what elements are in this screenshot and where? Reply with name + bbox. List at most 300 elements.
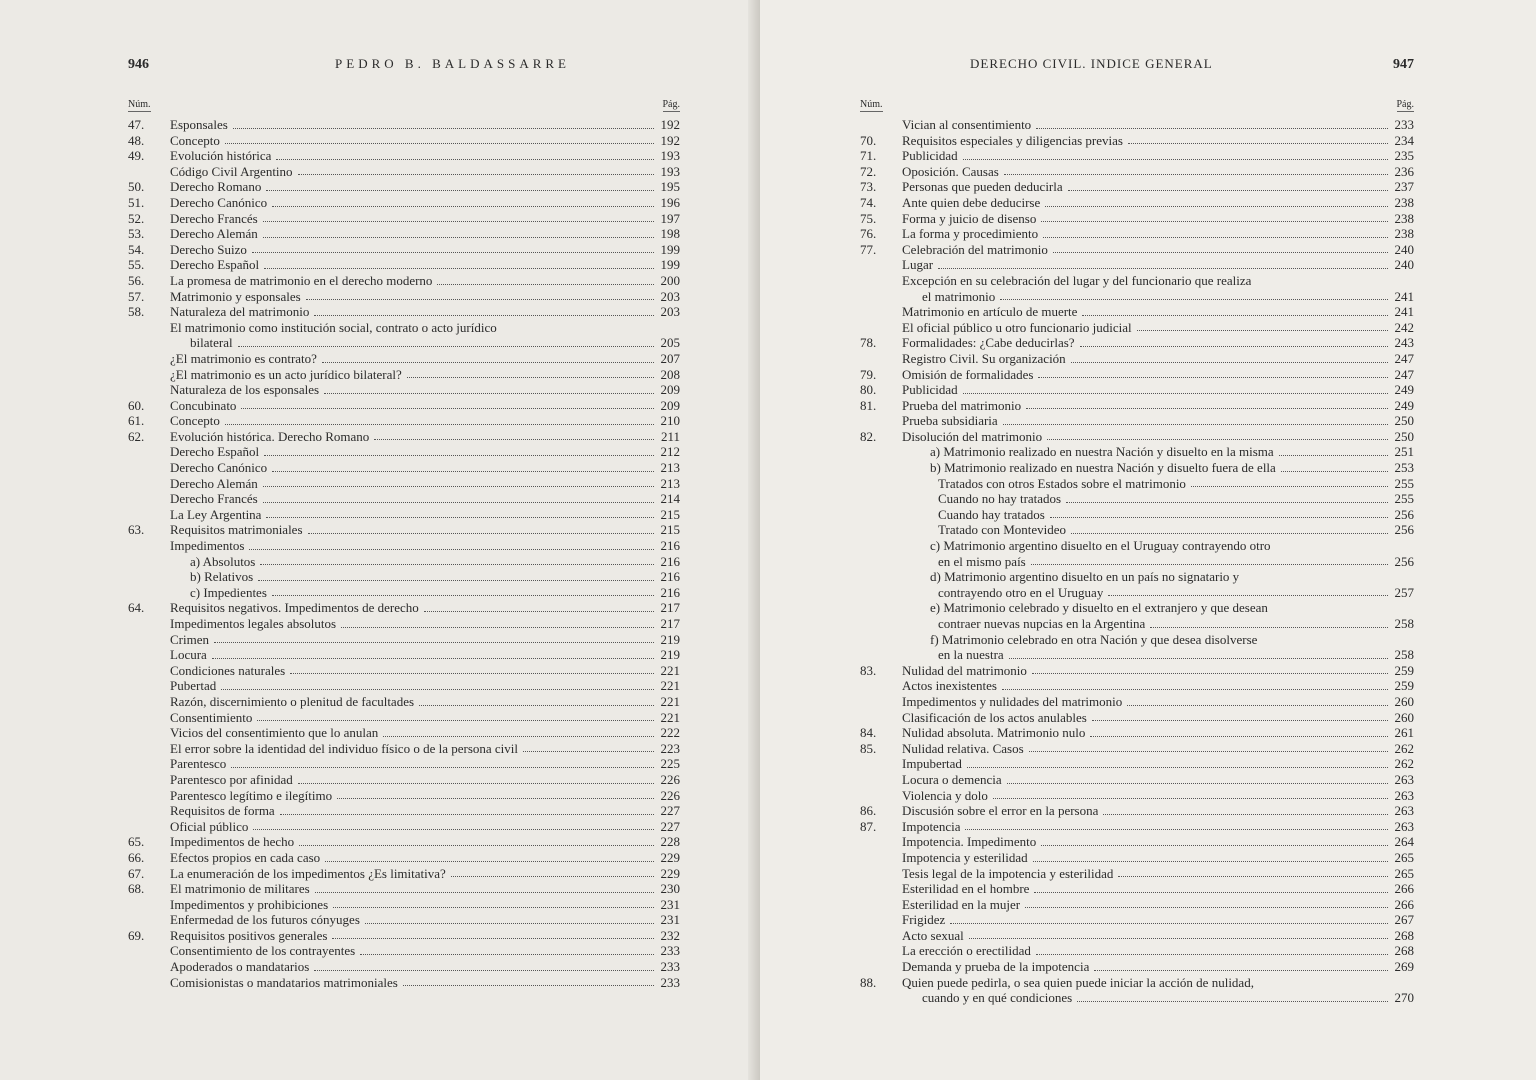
toc-entry-number: 56. — [128, 272, 145, 288]
left-col-page-label: Pág. — [662, 99, 680, 110]
toc-dot-leader — [1036, 128, 1388, 129]
toc-entry-title: Efectos propios en cada caso — [170, 849, 321, 865]
toc-entry-number: 83. — [860, 662, 877, 678]
toc-entry-body — [902, 398, 1392, 414]
toc-entry-title: Impotencia y esterilidad — [902, 849, 1028, 865]
toc-dot-leader — [374, 439, 654, 440]
toc-entry-page: 219 — [660, 631, 680, 647]
toc-dot-leader — [1003, 424, 1388, 425]
toc-entry-title: Impotencia. Impedimento — [902, 834, 1037, 850]
toc-entry — [860, 351, 1414, 367]
toc-entry-page: 232 — [660, 927, 680, 943]
toc-entry — [128, 725, 680, 741]
toc-entry — [128, 382, 680, 398]
toc-dot-leader — [272, 206, 654, 207]
toc-entry — [128, 522, 680, 538]
toc-entry-body — [170, 678, 658, 694]
toc-dot-leader — [437, 284, 654, 285]
toc-entry-page: 207 — [660, 350, 680, 366]
toc-entry-body — [902, 554, 1392, 570]
toc-entry-number: 47. — [128, 117, 145, 132]
toc-entry-page: 228 — [660, 834, 680, 850]
toc-entry-body — [170, 382, 658, 398]
toc-entry-title: Concepto — [170, 413, 220, 429]
toc-entry — [128, 803, 680, 819]
left-page-header — [128, 56, 680, 73]
toc-entry — [128, 320, 680, 336]
toc-entry-page: 237 — [1394, 179, 1414, 195]
toc-entry — [128, 959, 680, 975]
toc-entry-page: 256 — [1394, 506, 1414, 522]
toc-dot-leader — [1108, 595, 1388, 596]
toc-dot-leader — [325, 861, 654, 862]
toc-entry-title: La Ley Argentina — [170, 506, 262, 522]
toc-entry — [860, 741, 1414, 757]
toc-dot-leader — [266, 517, 654, 518]
toc-entry-body — [170, 943, 658, 959]
toc-entry-page: 192 — [660, 117, 680, 132]
toc-entry-title: Parentesco — [170, 756, 227, 772]
toc-entry — [128, 881, 680, 897]
toc-entry — [128, 273, 680, 289]
toc-dot-leader — [407, 377, 654, 378]
right-running-head: DERECHO CIVIL. INDICE GENERAL — [970, 56, 1213, 71]
toc-entry — [860, 850, 1414, 866]
toc-entry-title: Crimen — [170, 631, 209, 647]
toc-dot-leader — [523, 751, 654, 752]
toc-entry-title: Derecho Español — [170, 257, 260, 273]
toc-entry — [860, 491, 1414, 507]
toc-entry-title: Naturaleza de los esponsales — [170, 382, 320, 398]
toc-entry-page: 255 — [1394, 475, 1414, 491]
toc-dot-leader — [365, 923, 654, 924]
toc-entry-body — [902, 226, 1392, 242]
toc-entry-page: 240 — [1394, 241, 1414, 257]
toc-entry — [128, 507, 680, 523]
toc-entry-title: Personas que pueden deducirla — [902, 179, 1063, 195]
toc-entry-body — [170, 304, 658, 320]
toc-entry-body — [170, 912, 658, 928]
toc-entry-body — [902, 242, 1392, 258]
toc-entry-body — [170, 850, 658, 866]
toc-entry-title: en la nuestra — [938, 647, 1004, 663]
toc-entry-body — [170, 554, 658, 570]
toc-dot-leader — [233, 128, 654, 129]
toc-entry-title: Apoderados o mandatarios — [170, 959, 310, 975]
toc-entry-title: Comisionistas o mandatarios matrimoniales — [170, 974, 398, 990]
toc-entry-number: 54. — [128, 241, 145, 257]
toc-dot-leader — [1045, 206, 1388, 207]
left-col-num-label: Núm. — [128, 99, 151, 110]
toc-entry-body — [902, 990, 1392, 1006]
toc-dot-leader — [266, 190, 654, 191]
toc-entry — [128, 476, 680, 492]
toc-entry-title: Evolución histórica — [170, 148, 272, 164]
toc-dot-leader — [1279, 455, 1388, 456]
toc-entry-body — [902, 304, 1392, 320]
toc-entry-body — [170, 975, 658, 991]
toc-dot-leader — [276, 159, 654, 160]
toc-entry — [128, 460, 680, 476]
toc-entry-body — [170, 959, 658, 975]
toc-entry-body — [902, 538, 1392, 554]
toc-entry-page: 262 — [1394, 740, 1414, 756]
toc-dot-leader — [260, 564, 654, 565]
right-toc-list — [860, 117, 1414, 1006]
toc-entry-title: Derecho Canónico — [170, 194, 268, 210]
toc-entry-page: 227 — [660, 803, 680, 819]
toc-entry-page: 196 — [660, 194, 680, 210]
toc-entry-title: La forma y procedimiento — [902, 226, 1039, 242]
toc-entry-title: La erección o erectilidad — [902, 943, 1031, 959]
toc-entry-title: a) Absolutos — [190, 553, 256, 569]
toc-entry-number: 69. — [128, 927, 145, 943]
toc-dot-leader — [314, 315, 654, 316]
toc-entry-number: 58. — [128, 304, 145, 320]
toc-dot-leader — [1191, 486, 1388, 487]
toc-entry-title: Esponsales — [170, 117, 228, 132]
toc-entry — [128, 413, 680, 429]
toc-entry-title: Requisitos especiales y diligencias previas — [902, 132, 1123, 148]
toc-dot-leader — [221, 689, 654, 690]
toc-dot-leader — [1103, 814, 1388, 815]
toc-entry-page: 260 — [1394, 709, 1414, 725]
toc-entry — [128, 335, 680, 351]
toc-entry-page: 229 — [660, 849, 680, 865]
toc-entry — [860, 476, 1414, 492]
toc-entry-page: 216 — [660, 553, 680, 569]
toc-entry-number: 50. — [128, 179, 145, 195]
toc-dot-leader — [1026, 408, 1388, 409]
toc-entry-page: 231 — [660, 912, 680, 928]
toc-entry-title: Nulidad relativa. Casos — [902, 740, 1024, 756]
toc-entry — [128, 632, 680, 648]
toc-entry-body — [902, 179, 1392, 195]
toc-entry — [860, 133, 1414, 149]
toc-entry-page: 249 — [1394, 382, 1414, 398]
right-page-number: 947 — [1393, 57, 1414, 72]
toc-entry-page: 205 — [660, 335, 680, 351]
right-page — [760, 0, 1536, 1080]
toc-entry — [860, 335, 1414, 351]
toc-dot-leader — [1137, 330, 1388, 331]
toc-entry-body — [902, 600, 1392, 616]
toc-entry-title: Forma y juicio de disenso — [902, 210, 1037, 226]
toc-entry-title: Consentimiento — [170, 709, 253, 725]
toc-entry — [860, 289, 1414, 305]
toc-entry-page: 217 — [660, 616, 680, 631]
toc-entry — [128, 850, 680, 866]
toc-entry-title: Impedimentos legales absolutos — [170, 616, 337, 631]
toc-entry-page: 212 — [660, 444, 680, 460]
toc-entry-body — [902, 444, 1392, 460]
toc-entry — [860, 413, 1414, 429]
toc-entry-title: en el mismo país — [938, 553, 1026, 569]
toc-entry-body — [170, 741, 658, 757]
toc-entry-body — [902, 367, 1392, 383]
toc-entry — [128, 741, 680, 757]
toc-entry-page: 208 — [660, 366, 680, 382]
toc-entry-number: 65. — [128, 834, 145, 850]
toc-entry-body — [902, 881, 1392, 897]
toc-entry-title: Requisitos negativos. Impedimentos de derecho — [170, 600, 419, 616]
toc-entry-page: 243 — [1394, 335, 1414, 351]
toc-entry-body — [170, 866, 658, 882]
toc-entry-title: Condiciones naturales — [170, 662, 286, 678]
toc-dot-leader — [225, 143, 654, 144]
toc-entry-page: 233 — [660, 974, 680, 990]
toc-entry-title: Cuando no hay tratados — [938, 491, 1062, 507]
toc-entry-page: 266 — [1394, 896, 1414, 912]
toc-dot-leader — [963, 159, 1388, 160]
toc-dot-leader — [1090, 736, 1388, 737]
toc-entry-page: 251 — [1394, 444, 1414, 460]
toc-dot-leader — [383, 736, 654, 737]
toc-entry — [860, 273, 1414, 289]
toc-entry-body — [902, 460, 1392, 476]
toc-entry — [860, 117, 1414, 133]
toc-entry-page: 216 — [660, 538, 680, 554]
toc-entry — [860, 990, 1414, 1006]
toc-entry-page: 230 — [660, 881, 680, 897]
toc-entry-body — [170, 710, 658, 726]
toc-entry-body — [902, 413, 1392, 429]
toc-entry — [128, 242, 680, 258]
toc-entry-title: Registro Civil. Su organización — [902, 350, 1066, 366]
toc-entry-number: 66. — [128, 849, 145, 865]
toc-entry-body — [902, 335, 1392, 351]
toc-entry-page: 238 — [1394, 226, 1414, 242]
toc-entry-title: Vicios del consentimiento que lo anulan — [170, 725, 379, 741]
toc-entry — [128, 943, 680, 959]
toc-entry-page: 263 — [1394, 787, 1414, 803]
toc-dot-leader — [306, 299, 654, 300]
toc-entry-page: 263 — [1394, 803, 1414, 819]
toc-dot-leader — [264, 268, 654, 269]
toc-entry-number: 76. — [860, 226, 877, 242]
toc-dot-leader — [253, 829, 654, 830]
toc-dot-leader — [1041, 221, 1388, 222]
toc-entry — [128, 444, 680, 460]
toc-entry-page: 256 — [1394, 522, 1414, 538]
toc-entry-body — [902, 164, 1392, 180]
toc-dot-leader — [263, 221, 654, 222]
toc-entry — [128, 179, 680, 195]
toc-entry-body — [170, 663, 658, 679]
toc-entry-title: Publicidad — [902, 382, 958, 398]
toc-entry-title: Matrimonio en artículo de muerte — [902, 304, 1078, 320]
toc-entry-title: Disolución del matrimonio — [902, 428, 1043, 444]
toc-entry-title: Quien puede pedirla, o sea quien puede iniciar la acción de nulidad, — [902, 974, 1254, 990]
right-page-header — [860, 56, 1414, 73]
toc-entry-title: Requisitos positivos generales — [170, 927, 328, 943]
toc-entry-title: Derecho Español — [170, 444, 260, 460]
toc-entry-number: 79. — [860, 366, 877, 382]
toc-dot-leader — [1053, 252, 1388, 253]
toc-entry-title: Frigidez — [902, 912, 946, 928]
toc-entry-body — [902, 195, 1392, 211]
toc-entry-body — [902, 211, 1392, 227]
toc-entry-page: 267 — [1394, 912, 1414, 928]
toc-dot-leader — [1047, 439, 1388, 440]
toc-entry-page: 217 — [660, 600, 680, 616]
toc-entry-title: Locura — [170, 647, 207, 663]
toc-entry-title: Derecho Suizo — [170, 241, 247, 257]
toc-entry — [860, 257, 1414, 273]
toc-entry-body — [902, 943, 1392, 959]
toc-entry-body — [902, 912, 1392, 928]
toc-entry-body — [902, 678, 1392, 694]
toc-entry-page: 216 — [660, 584, 680, 600]
toc-entry-body — [902, 788, 1392, 804]
toc-entry-number: 64. — [128, 600, 145, 616]
toc-entry-page: 234 — [1394, 132, 1414, 148]
toc-entry-page: 199 — [660, 241, 680, 257]
toc-entry-body — [170, 398, 658, 414]
toc-entry-number: 60. — [128, 397, 145, 413]
toc-entry-number: 49. — [128, 148, 145, 164]
toc-entry-title: Impedimentos y nulidades del matrimonio — [902, 693, 1123, 709]
toc-entry-page: 233 — [660, 943, 680, 959]
toc-entry-number: 81. — [860, 397, 877, 413]
toc-entry-page: 203 — [660, 304, 680, 320]
toc-entry-page: 222 — [660, 725, 680, 741]
toc-dot-leader — [360, 954, 654, 955]
toc-entry-title: Pubertad — [170, 678, 217, 694]
toc-dot-leader — [1066, 502, 1388, 503]
toc-entry-page: 221 — [660, 662, 680, 678]
toc-entry — [128, 616, 680, 632]
toc-entry-page: 219 — [660, 647, 680, 663]
toc-dot-leader — [322, 362, 654, 363]
toc-entry-body — [170, 335, 658, 351]
toc-dot-leader — [298, 783, 654, 784]
toc-entry-number: 72. — [860, 163, 877, 179]
left-toc-list — [128, 117, 680, 990]
toc-entry-body — [902, 382, 1392, 398]
toc-entry — [128, 554, 680, 570]
toc-dot-leader — [332, 938, 654, 939]
toc-entry — [128, 569, 680, 585]
toc-dot-leader — [451, 876, 654, 877]
toc-entry-page: 200 — [660, 272, 680, 288]
toc-entry — [128, 600, 680, 616]
toc-dot-leader — [938, 268, 1388, 269]
toc-entry — [860, 600, 1414, 616]
toc-entry-title: Evolución histórica. Derecho Romano — [170, 428, 370, 444]
toc-entry-page: 192 — [660, 132, 680, 148]
toc-entry-body — [902, 866, 1392, 882]
toc-entry-page: 235 — [1394, 148, 1414, 164]
toc-dot-leader — [280, 814, 654, 815]
toc-entry-title: c) Impedientes — [190, 584, 267, 600]
toc-entry-title: Impubertad — [902, 756, 962, 772]
toc-entry-body — [902, 710, 1392, 726]
toc-entry-page: 259 — [1394, 662, 1414, 678]
toc-entry — [860, 367, 1414, 383]
toc-entry-body — [902, 772, 1392, 788]
toc-entry-title: Parentesco legítimo e ilegítimo — [170, 787, 333, 803]
toc-dot-leader — [1029, 751, 1388, 752]
toc-entry-page: 261 — [1394, 725, 1414, 741]
toc-dot-leader — [1080, 346, 1388, 347]
toc-dot-leader — [1128, 143, 1388, 144]
toc-dot-leader — [419, 705, 654, 706]
toc-entry-page: 264 — [1394, 834, 1414, 850]
toc-entry-body — [170, 211, 658, 227]
toc-entry-page: 227 — [660, 818, 680, 834]
toc-entry-body — [170, 242, 658, 258]
toc-entry-number: 63. — [128, 522, 145, 538]
toc-entry-page: 238 — [1394, 194, 1414, 210]
toc-dot-leader — [231, 767, 654, 768]
toc-entry-title: Lugar — [902, 257, 934, 273]
toc-entry-page: 203 — [660, 288, 680, 304]
toc-entry-page: 250 — [1394, 428, 1414, 444]
toc-entry — [860, 912, 1414, 928]
toc-dot-leader — [272, 595, 654, 596]
toc-entry-number: 62. — [128, 428, 145, 444]
toc-entry — [128, 975, 680, 991]
toc-entry-body — [902, 273, 1392, 289]
toc-entry-page: 263 — [1394, 818, 1414, 834]
toc-entry-page: 216 — [660, 569, 680, 585]
toc-entry — [860, 382, 1414, 398]
toc-entry-title: Nulidad del matrimonio — [902, 662, 1027, 678]
toc-entry-title: Violencia y dolo — [902, 787, 988, 803]
toc-entry — [860, 195, 1414, 211]
toc-entry-body — [170, 164, 658, 180]
toc-entry-page: 241 — [1394, 304, 1414, 320]
toc-entry-page: 242 — [1394, 319, 1414, 335]
toc-entry-title: Publicidad — [902, 148, 958, 164]
toc-dot-leader — [341, 627, 654, 628]
toc-entry — [128, 647, 680, 663]
toc-entry-body — [170, 257, 658, 273]
toc-entry-title: Matrimonio y esponsales — [170, 288, 301, 304]
toc-dot-leader — [252, 252, 654, 253]
toc-entry-page: 259 — [1394, 678, 1414, 694]
toc-entry-body — [902, 694, 1392, 710]
toc-entry-body — [902, 756, 1392, 772]
toc-entry-title: ¿El matrimonio es contrato? — [170, 350, 317, 366]
toc-entry — [128, 866, 680, 882]
toc-entry-body — [170, 117, 658, 133]
toc-entry-title: La promesa de matrimonio en el derecho moderno — [170, 272, 433, 288]
toc-entry — [860, 444, 1414, 460]
toc-entry — [128, 257, 680, 273]
toc-entry-body — [170, 289, 658, 305]
toc-entry-page: 223 — [660, 740, 680, 756]
toc-entry-page: 195 — [660, 179, 680, 195]
toc-dot-leader — [1077, 1001, 1388, 1002]
toc-entry-number: 78. — [860, 335, 877, 351]
toc-entry — [860, 632, 1414, 648]
toc-entry-title: Celebración del matrimonio — [902, 241, 1048, 257]
toc-entry-title: Derecho Francés — [170, 491, 258, 507]
toc-entry — [128, 912, 680, 928]
toc-entry-body — [902, 289, 1392, 305]
toc-entry-title: Locura o demencia — [902, 771, 1002, 787]
toc-entry-page: 270 — [1394, 990, 1414, 1006]
toc-entry-body — [170, 444, 658, 460]
toc-entry-page: 226 — [660, 787, 680, 803]
toc-entry-number: 70. — [860, 132, 877, 148]
toc-entry-body — [170, 616, 658, 632]
toc-entry — [860, 585, 1414, 601]
toc-entry — [860, 554, 1414, 570]
left-running-head: PEDRO B. BALDASSARRE — [335, 56, 570, 71]
